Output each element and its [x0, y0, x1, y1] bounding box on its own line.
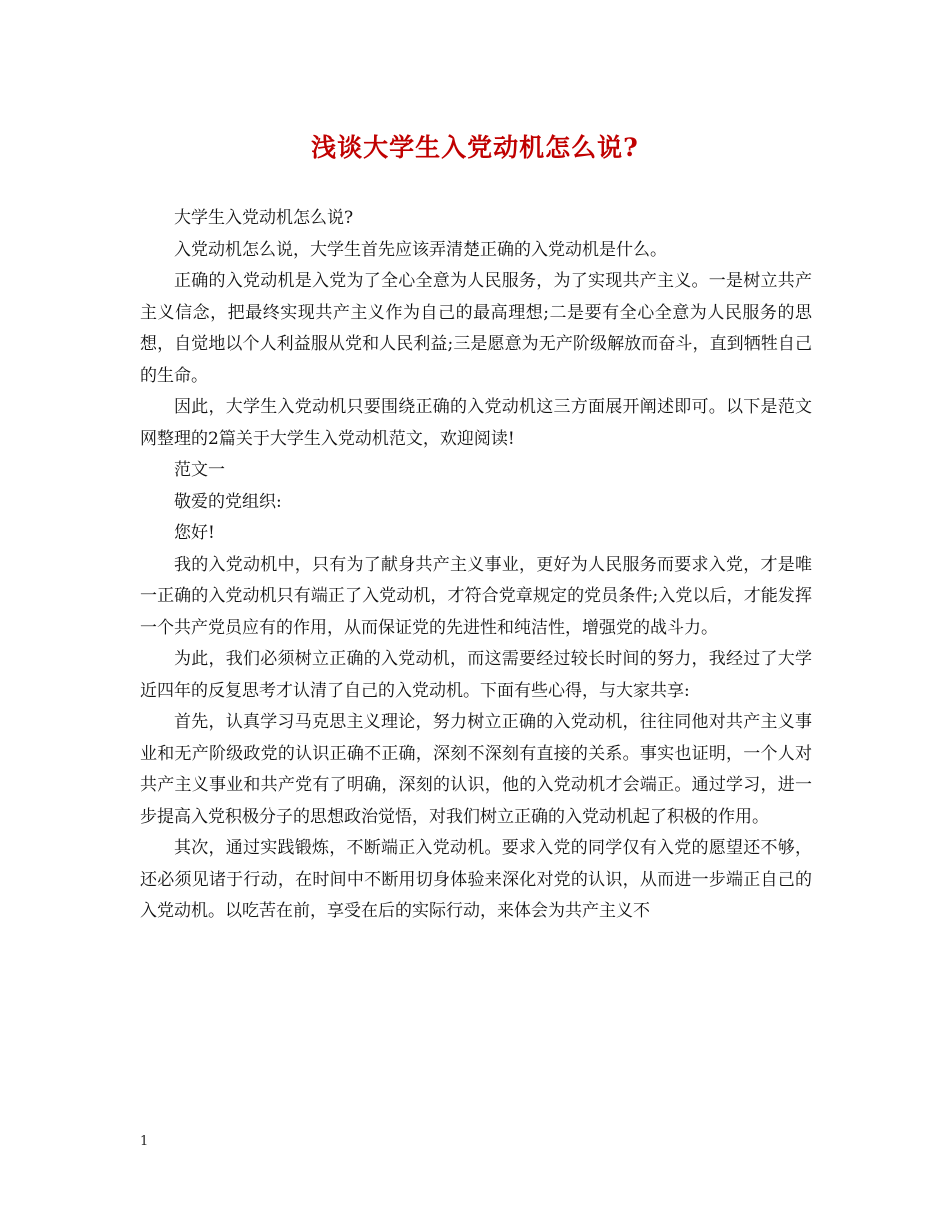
paragraph: 大学生入党动机怎么说?: [174, 208, 354, 228]
paragraph: 入党动机怎么说，大学生首先应该弄清楚正确的入党动机是什么。: [174, 239, 667, 260]
paragraph: 您好!: [174, 523, 215, 543]
paragraph: 因此，大学生入党动机只要围绕正确的入党动机这三方面展开阐述即可。以下是范文网整理的2篇关于大学生入党动机范文，欢迎阅读!: [140, 397, 812, 449]
page-number: 1: [140, 1134, 149, 1149]
document-body: [140, 203, 812, 928]
document-title: 浅谈大学生入党动机怎么说?: [311, 133, 639, 162]
paragraph: 正确的入党动机是入党为了全心全意为人民服务，为了实现共产主义。一是树立共产主义信念，把最终实现共产主义作为自己的最高理想;二是要有全心全意为人民服务的思想，自觉地以个人利益服从党和人民利益;三是愿意为无产阶级解放而奋斗，直到牺牲自己的生命。: [140, 271, 812, 386]
paragraph: 为此，我们必须树立正确的入党动机，而这需要经过较长时间的努力，我经过了大学近四年的反复思考才认清了自己的入党动机。下面有些心得，与大家共享:: [140, 649, 812, 701]
paragraph: 敬爱的党组织:: [174, 491, 282, 512]
paragraph: 范文一: [174, 460, 225, 480]
paragraph: 其次，通过实践锻炼，不断端正入党动机。要求入党的同学仅有入党的愿望还不够，还必须见诸于行动，在时间中不断用切身体验来深化对党的认识，从而进一步端正自己的入党动机。以吃苦在前，享受在后的实际行动，来体会为共产主义不: [140, 838, 812, 921]
paragraph: 首先，认真学习马克思主义理论，努力树立正确的入党动机，往往同他对共产主义事业和无产阶级政党的认识正确不正确，深刻不深刻有直接的关系。事实也证明，一个人对共产主义事业和共产党有了明确，深刻的认识，他的入党动机才会端正。通过学习，进一步提高入党积极分子的思想政治觉悟，对我们树立正确的入党动机起了积极的作用。: [140, 712, 812, 827]
paragraph: 我的入党动机中，只有为了献身共产主义事业，更好为人民服务而要求入党，才是唯一正确的入党动机只有端正了入党动机，才符合党章规定的党员条件;入党以后，才能发挥一个共产党员应有的作用，从而保证党的先进性和纯洁性，增强党的战斗力。: [140, 554, 812, 638]
